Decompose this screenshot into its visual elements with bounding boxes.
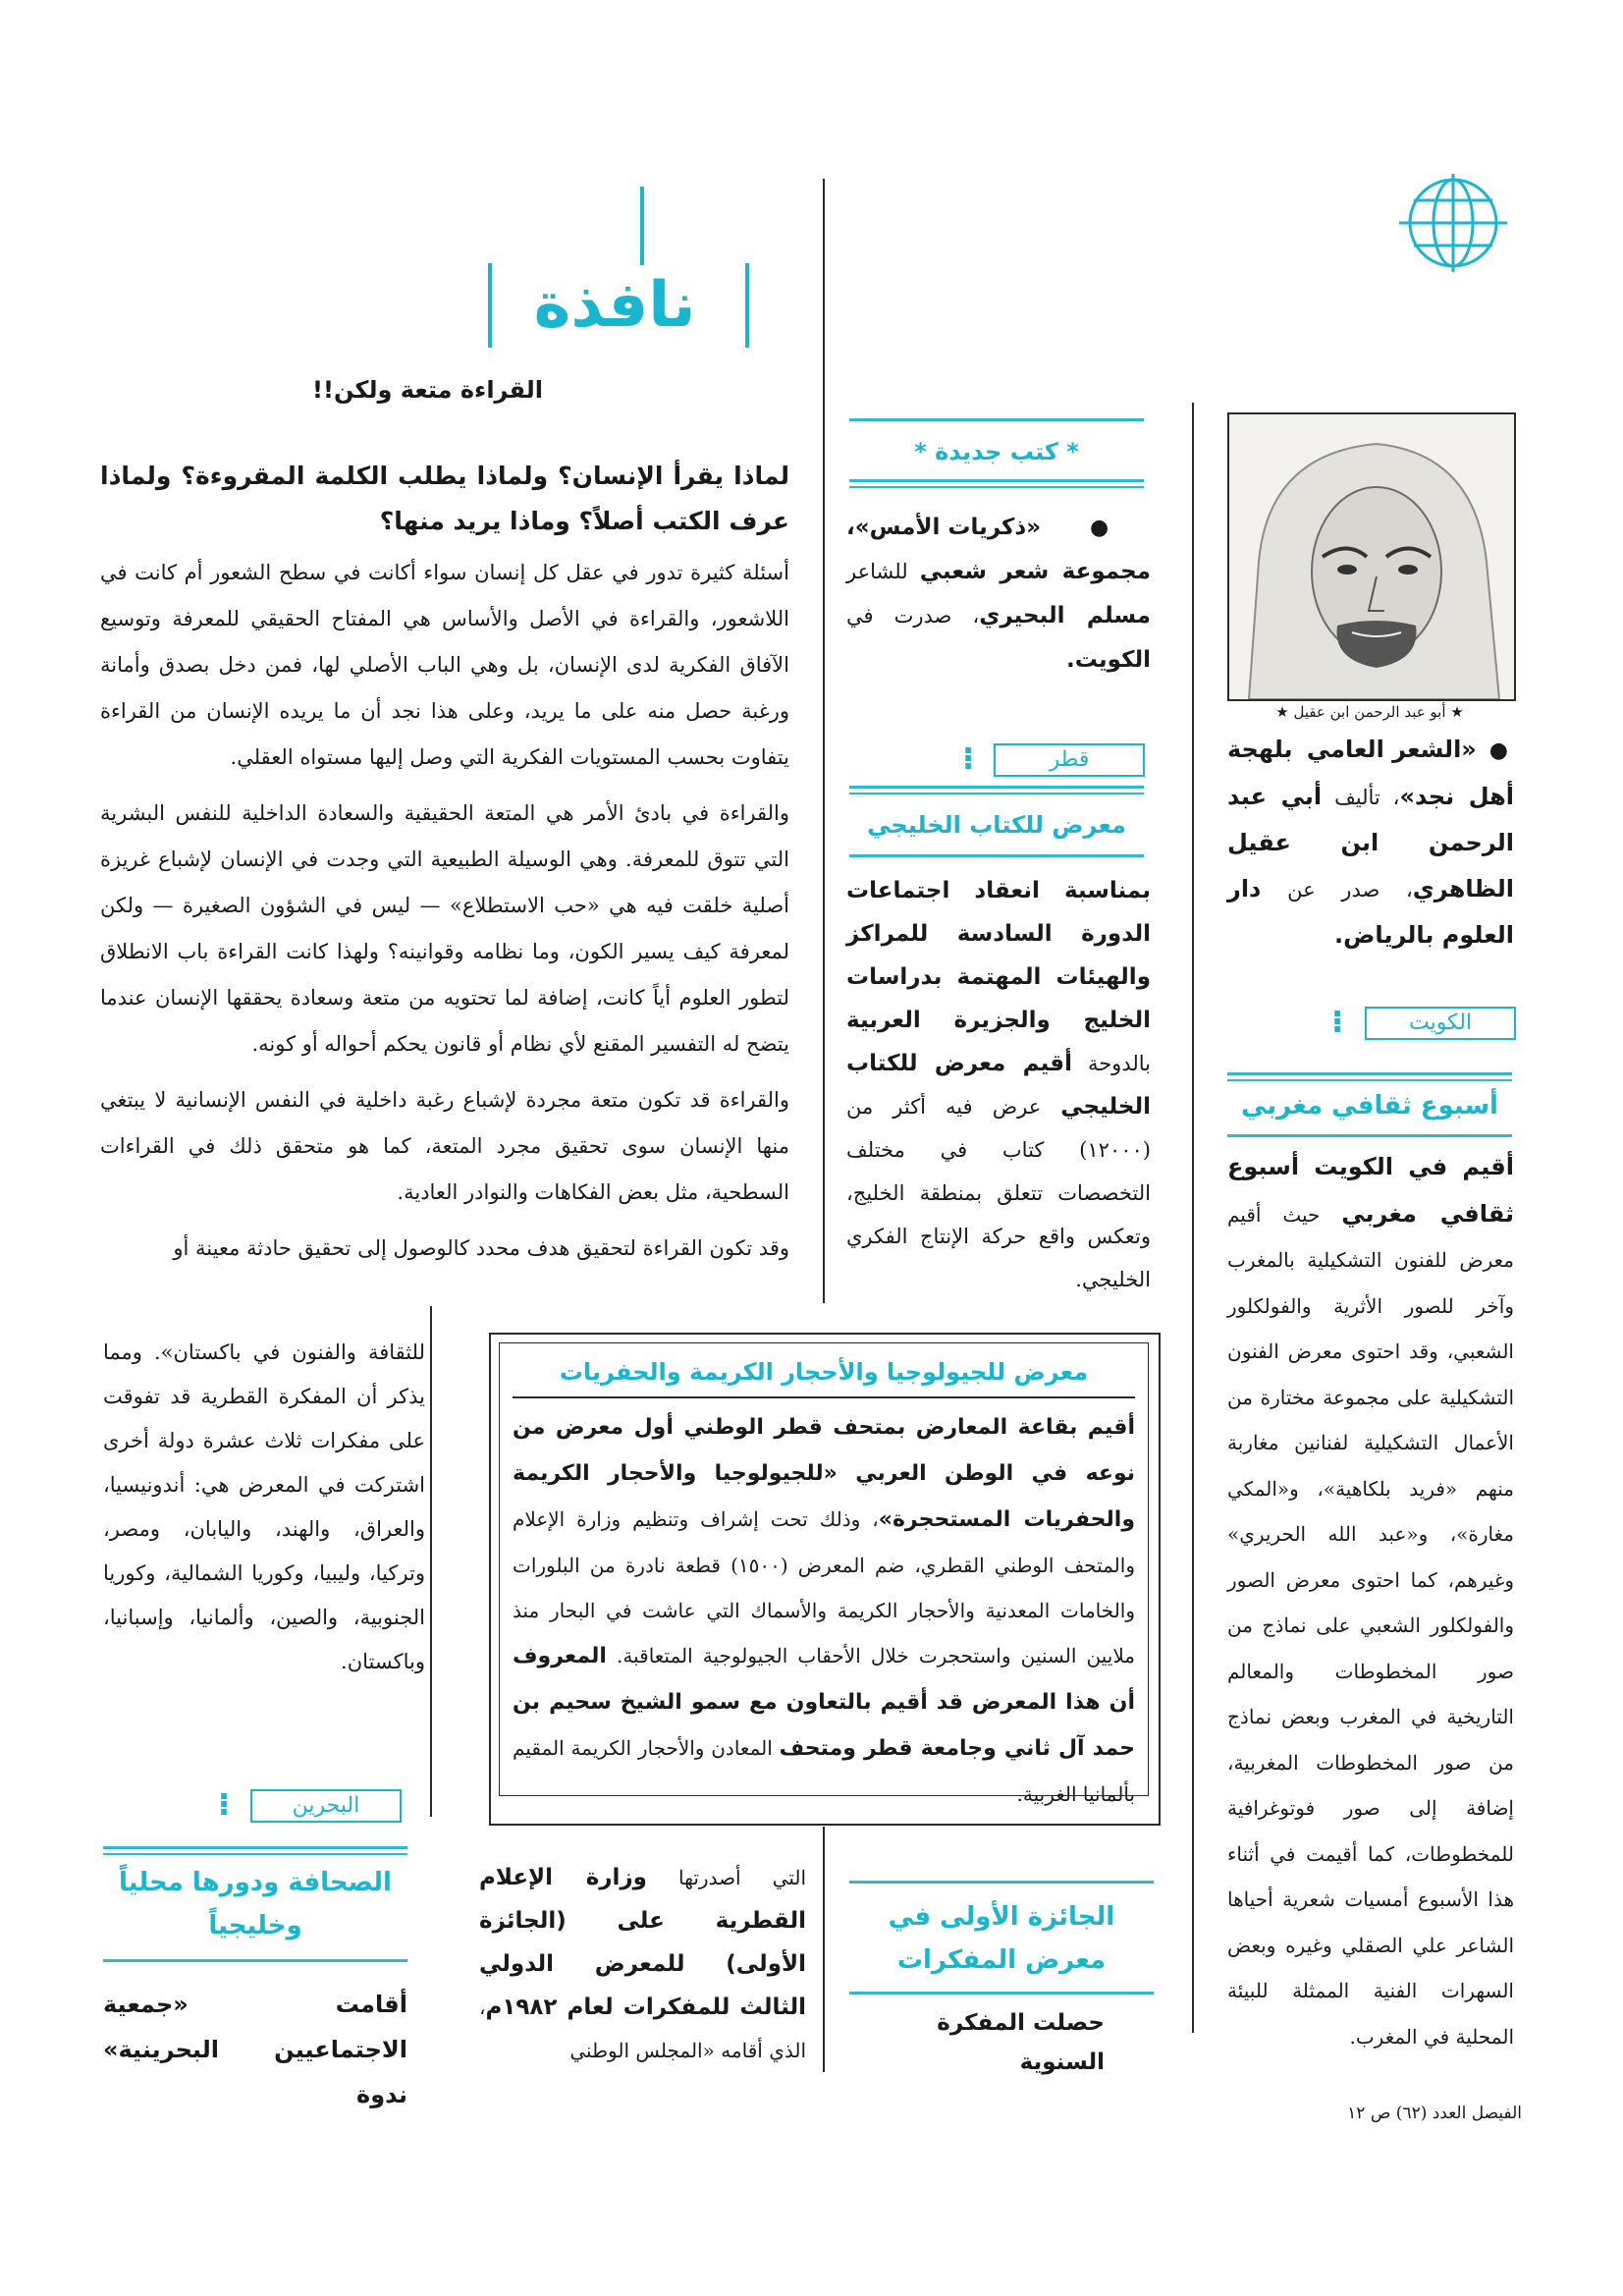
book2-entry: ● «الشعر العامي بلهجة أهل نجد»، تأليف أبي عبد الرحمن ابن عقيل الظاهري، صدر عن دار العلوم بالرياض. [1227,736,1514,949]
books-entry: ● «ذكريات الأمس»، مجموعة شعر شعبي للشاعر مسلم البحيري، صدرت في الكويت. [846,515,1151,673]
press-rule [103,1959,407,1962]
article-lead: لماذا يقرأ الإنسان؟ ولماذا يطلب الكلمة المقروءة؟ ولماذا عرف الكتب أصلاً؟ وماذا يريد منها؟ [100,462,789,535]
geology-box [499,1342,1149,1806]
pakistan-text: للثقافة والفنون في باكستان». ومما يذكر أن المفكرة القطرية قد تفوقت على مفكرات ثلاث عشرة دولة أخرى اشتركت في المعرض هي: أندونيسيا، والعراق، والهند، واليابان، ومصر، وتركيا، وليبيا، وكوريا الشمالية، وكوريا الجنوبية، والصين، وألمانيا، وإسبانيا، وباكستان. [103,1340,425,1673]
article-paragraph: أسئلة كثيرة تدور في عقل كل إنسان سواء أكانت في سطح الشعور أم كانت في اللاشعور، والقراءة في الأصل والأساس هي المفتاح الحقيقي للمعرفة وتوسيع الآفاق الفكرية لدى الإنسان، بل وهي الباب الأصلي لها، فمن دخل بصدق وأمانة ورغبة حصل منه على ما يريد، وعلى هذا نجد أن ما يريده الإنسان من القراءة يتفاوت بحسب المستويات الفكرية التي وصل إليها مستواه العقلي. [100,561,789,769]
book2-text: ، تأليف [1334,786,1400,809]
article-paragraph: والقراءة قد تكون متعة مجردة لإشباع رغبة داخلية في النفس الإنسانية لا يبتغي منها الإنسان سوى تحقيق مجرد المتعة، كما هو متحقق ذلك في القراءات السطحية، مثل بعض الفكاهات والنوادر العادية. [100,1088,789,1204]
book-place: الكويت. [1065,647,1151,673]
author-photo [1227,412,1516,701]
morocco-lead: أقيم في الكويت أسبوع ثقافي مغربي [1227,1153,1514,1228]
morocco-rule [1227,1079,1512,1081]
pakistan-column [103,1331,425,1684]
book-text: للشاعر [846,560,908,583]
geology-title: معرض للجيولوجيا والأحجار الكريمة والحفريات [559,1358,1089,1386]
book-author: مسلم البحيري [979,603,1151,629]
books-rule [849,486,1144,488]
morocco-rule [1227,1072,1512,1075]
press-rule [103,1853,407,1855]
book2-publisher: دار العلوم بالرياض. [1227,875,1514,949]
prize-text: حصلت المفكرة السنوية [937,2010,1105,2075]
geology-lead: أقيم بقاعة المعارض بمتحف قطر الوطني أول معرض من نوعه في الوطن العربي «للجيولوجيا والأحجار الكريمة والحفريات المستحجرة» [513,1415,1135,1532]
press-text: أقامت «جمعية الاجتماعيين البحرينية» ندوة [103,1991,407,2108]
masthead-rule [640,187,644,265]
book2-author: أبي عبد الرحمن ابن عقيل الظاهري [1227,783,1514,902]
mid-entry [479,1856,806,2072]
geology-body: ، وذلك تحت إشراف وتنظيم وزارة الإعلام والمتحف الوطني القطري، ضم المعرض (١٥٠٠) قطعة نادرة من البلورات والخامات المعدنية والأحجار الكريمة والأسماك التي عاشت في البحار منذ ملايين السنين واستحجرت خلال الأحقاب الجيولوجية المتعاقبة. [513,1507,1135,1667]
column-divider [430,1306,432,1817]
gulf-entry [846,869,1151,1301]
books-rule [849,479,1144,482]
portrait-image [1229,414,1514,699]
gulf-rule [849,793,1144,794]
globe-logo-icon [1399,169,1507,277]
tag-qatar: قطر [994,743,1145,777]
prize-rule [849,1992,1154,1995]
press-header: الصحافة ودورها محلياً وخليجياً [119,1868,392,1941]
column-divider [1192,403,1194,2033]
gulf-text: عرض فيه أكثر من (١٢٠٠٠) كتاب في مختلف التخصصات تتعلق بمنطقة الخليج، وتعكس واقع حركة الإنتاج الفكري الخليجي. [846,1095,1151,1291]
gulf-lead: أقيم معرض للكتاب الخليجي [846,1051,1151,1120]
gulf-rule [849,786,1144,789]
books-rule [849,418,1144,421]
book2-title: «الشعر العامي بلهجة أهل نجد» [1227,736,1514,810]
tag-kuwait: الكويت [1365,1007,1516,1040]
masthead-title: نافذة [533,269,696,342]
geology-title-rule [513,1396,1135,1398]
tag-marker-icon: ⁝ [1331,1003,1344,1040]
books-header: * كتب جديدة * [914,438,1079,465]
book-text: ، صدرت في [846,604,980,628]
mid-lead: وزارة الإعلام القطرية على (الجائزة الأولى) للمعرض الدولي الثالث للمفكرات لعام ١٩٨٢م [479,1865,806,2020]
column-divider [823,179,825,1303]
tag-marker-icon: ⁝ [218,1785,231,1823]
page-footer: الفيصل العدد (٦٢) ص ١٢ [1347,2104,1522,2123]
morocco-header: أسبوع ثقافي مغربي [1241,1091,1498,1121]
gulf-rule [849,854,1144,857]
mid-text: التي أصدرتها [678,1866,807,1889]
gulf-header: معرض للكتاب الخليجي [867,811,1126,839]
morocco-entry [1227,1144,1514,2059]
prize-header: الجائزة الأولى في معرض المفكرات [888,1902,1115,1975]
geology-tail: المعادن والأحجار الكريمة المقيم بألمانيا الغربية. [513,1736,1135,1806]
window-article [100,454,789,1272]
prize-rule [849,1881,1154,1884]
tag-bahrain: البحرين [250,1789,402,1823]
tag-marker-icon: ⁝ [962,739,975,777]
geology-bold: المعروف أن هذا المعرض قد أقيم بالتعاون مع سمو الشيخ سحيم بن حمد آل ثاني وجامعة قطر ومتحف [513,1644,1135,1761]
book-title-1: «ذكريات الأمس»، مجموعة شعر شعبي [846,515,1151,584]
morocco-rule [1227,1134,1512,1137]
photo-caption: ★ أبو عبد الرحمن ابن عقيل ★ [1275,703,1464,721]
article-paragraph: والقراءة في بادئ الأمر هي المتعة الحقيقية والسعادة الداخلية للنفس البشرية التي تتوق للمعرفة. وهي الوسيلة الطبيعية التي وجدت في الإنسان لإشباع غريزة أصلية خلقت فيه هي «حب الاستطلاع» — ليس في الشؤون الصغيرة — ولكن لمعرفة كيف يسير الكون، وما نظامه وقوانينه؟ ولهذا كانت القراءة باب الانطلاق لتطور العلوم أياً كانت، إضافة لما تحتويه من متعة وسعادة يحققها الإنسان عندما يتضح له التفسير المقنع لأي نظام أو قانون يحكم أحواله أو كونه. [100,801,789,1056]
gulf-text: بالدوحة [1087,1052,1151,1075]
book2-text: ، صدر عن [1287,878,1413,902]
morocco-text: حيث أقيم معرض للفنون التشكيلية بالمغرب وآخر للصور الأثرية والفولكلور الشعبي، وقد احتوى معرض الفنون التشكيلية على مجموعة مختارة من الأعمال التشكيلية لفنانين مغاربة منهم «فريد بلكاهية»، و«المكي مغارة»، و«عبد الله الحريري» وغيرهم، كما احتوى معرض الصور والفولكلور الشعبي على نماذج من صور المخطوطات والمعالم التاريخية في المغرب وبعض نماذج من صور المخطوطات المغربية، إضافة إلى صور فوتوغرافية للمخطوطات، كما أقيمت في أثناء هذا الأسبوع أمسيات شعرية أحياها الشاعر علي الصقلي وغيره وبعض السهرات الفنية الممثلة للبيئة المحلية في المغرب. [1227,1202,1514,2049]
column-divider [823,1827,825,2072]
article-subtitle: القراءة متعة ولكن!! [312,376,543,404]
gulf-lead: بمناسبة انعقاد اجتماعات الدورة السادسة للمراكز والهيئات المهتمة بدراسات الخليج والجزيرة العربية [846,878,1151,1033]
article-paragraph: وقد تكون القراءة لتحقيق هدف محدد كالوصول إلى تحقيق حادثة معينة أو [173,1236,789,1260]
press-rule [103,1846,407,1849]
mid-text: ، الذي أقامه «المجلس الوطني [479,1995,806,2062]
